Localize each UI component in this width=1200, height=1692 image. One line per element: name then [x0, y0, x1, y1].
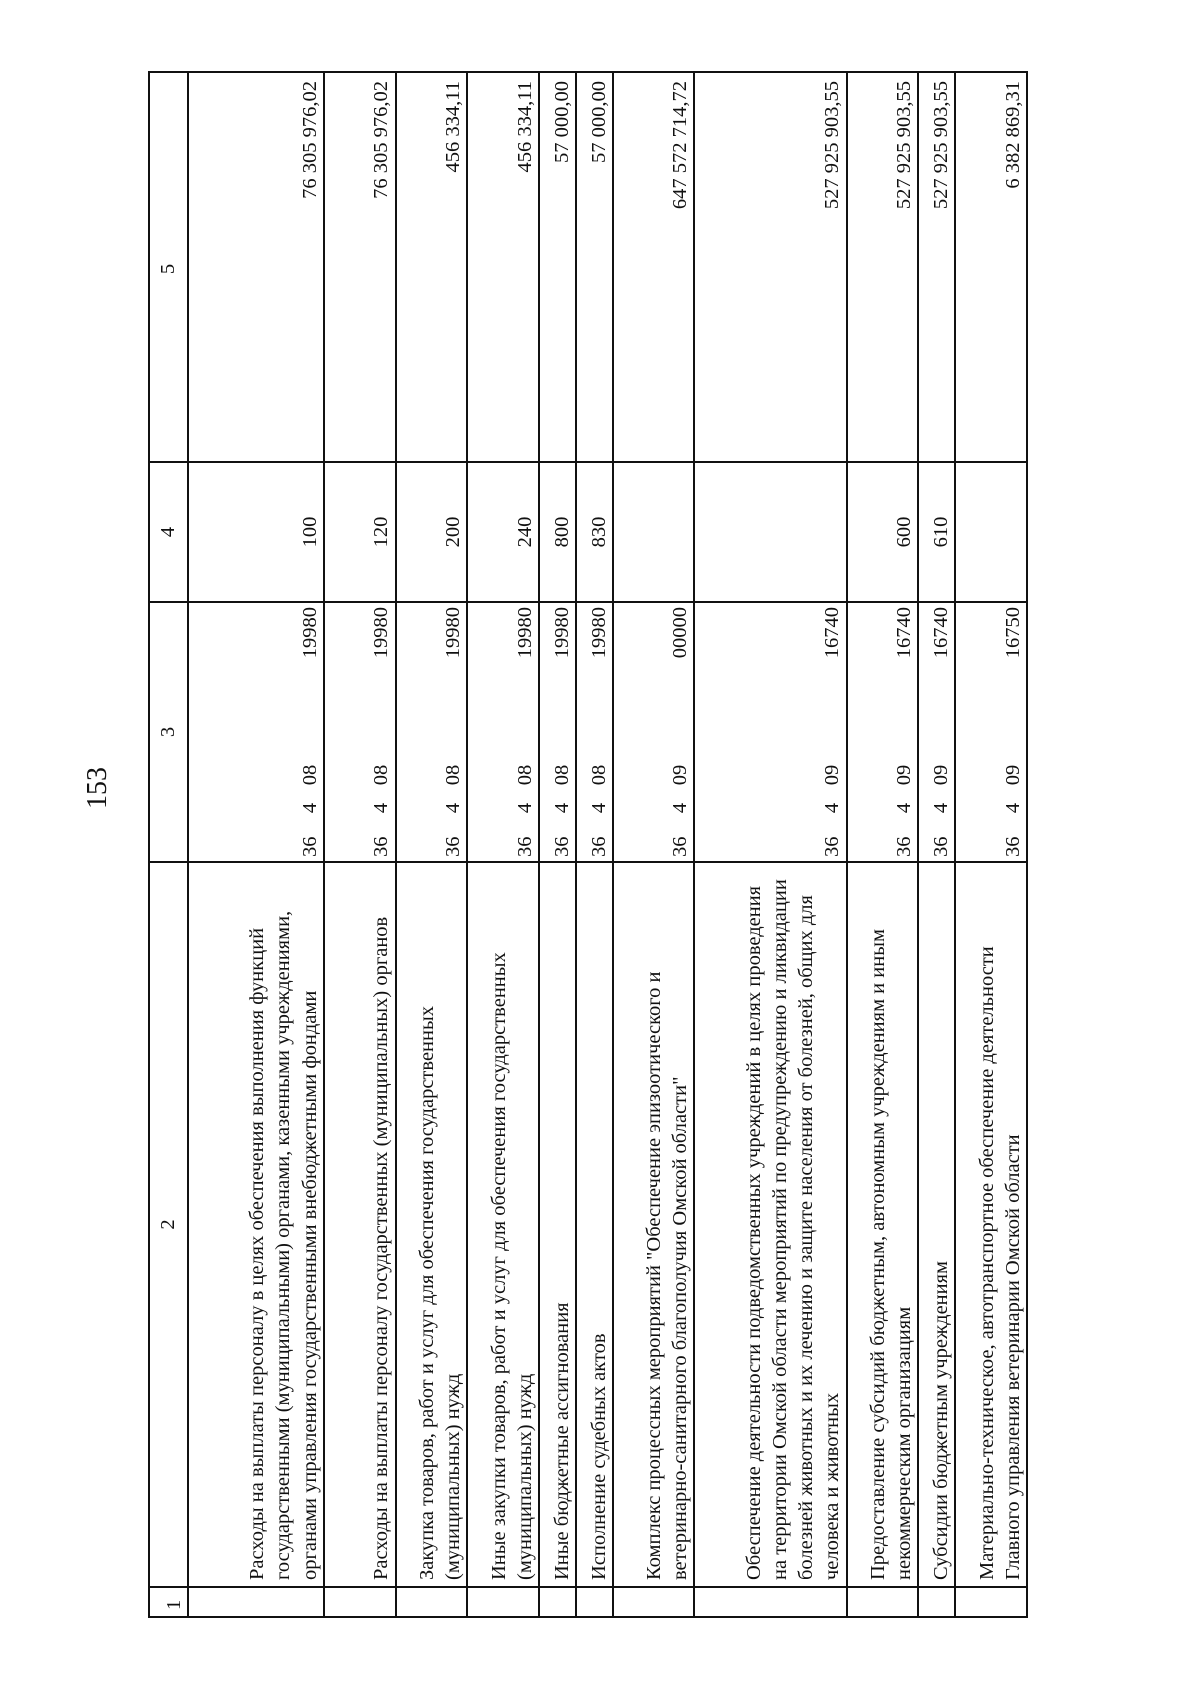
- cell-name: Субсидии бюджетным учреждениям: [918, 862, 955, 1587]
- cell-col1: [188, 1587, 324, 1617]
- code-part-2: 4: [442, 802, 465, 814]
- table-row: [955, 72, 1027, 1617]
- cell-amount: 57 000,00: [576, 72, 613, 462]
- rotated-table-container: [148, 73, 1028, 1618]
- code-part-1: 36: [929, 836, 952, 857]
- code-part-2: 4: [929, 802, 952, 814]
- cell-name: Иные бюджетные ассигнования: [539, 862, 576, 1587]
- cell-code: [613, 602, 694, 862]
- table-row: [539, 72, 576, 1617]
- cell-col1: [613, 1587, 694, 1617]
- cell-kind: [613, 462, 694, 602]
- budget-table-body: [149, 72, 1027, 1617]
- cell-name: Предоставление субсидий бюджетным, автономным учреждениям и иным некоммерческим организациям: [847, 862, 919, 1587]
- table-row: [847, 72, 919, 1617]
- code-part-2: 4: [550, 802, 573, 814]
- code-part-4: 16740: [821, 607, 844, 659]
- cell-col1: [324, 1587, 396, 1617]
- code-part-3: 08: [370, 764, 393, 786]
- cell-col1: [694, 1587, 846, 1617]
- cell-amount: 527 925 903,55: [918, 72, 955, 462]
- table-row: [188, 72, 324, 1617]
- table-row: [613, 72, 694, 1617]
- code-part-4: 19980: [513, 607, 536, 659]
- cell-amount: 6 382 869,31: [955, 72, 1027, 462]
- cell-name: Расходы на выплаты персоналу в целях обеспечения выполнения функций государственными (муниципальными) органами, казенными учреждениями, органами управления государственными внебюджетными фондами: [188, 862, 324, 1587]
- code-part-4: 19980: [550, 607, 573, 659]
- code-part-1: 36: [587, 836, 610, 857]
- cell-kind: [694, 462, 846, 602]
- cell-col1: [539, 1587, 576, 1617]
- code-part-2: 4: [370, 802, 393, 814]
- cell-amount: 76 305 976,02: [324, 72, 396, 462]
- cell-amount: 527 925 903,55: [847, 72, 919, 462]
- code-part-2: 4: [821, 802, 844, 814]
- code-part-4: 00000: [669, 607, 692, 659]
- code-part-1: 36: [298, 836, 321, 857]
- header-col-5: 5: [149, 72, 188, 462]
- cell-code: [694, 602, 846, 862]
- code-part-2: 4: [513, 802, 536, 814]
- code-part-4: 19980: [442, 607, 465, 659]
- cell-kind: 830: [576, 462, 613, 602]
- code-part-3: 09: [929, 764, 952, 786]
- cell-col1: [396, 1587, 468, 1617]
- code-part-3: 08: [513, 764, 536, 786]
- cell-code: [576, 602, 613, 862]
- cell-amount: 647 572 714,72: [613, 72, 694, 462]
- cell-col1: [847, 1587, 919, 1617]
- code-part-3: 09: [893, 764, 915, 786]
- cell-col1: [467, 1587, 539, 1617]
- cell-code: [324, 602, 396, 862]
- code-part-2: 4: [587, 802, 610, 814]
- budget-table: [148, 71, 1028, 1618]
- cell-code: [188, 602, 324, 862]
- cell-amount: 527 925 903,55: [694, 72, 846, 462]
- code-part-1: 36: [442, 836, 465, 857]
- header-col-4: 4: [149, 462, 188, 602]
- code-part-3: 09: [1001, 764, 1024, 786]
- code-part-4: 16740: [893, 607, 915, 659]
- cell-amount: 456 334,11: [396, 72, 468, 462]
- code-part-4: 19980: [298, 607, 321, 659]
- cell-kind: 610: [918, 462, 955, 602]
- header-col-1: 1: [149, 1587, 188, 1617]
- code-part-1: 36: [1001, 836, 1024, 857]
- cell-kind: 600: [847, 462, 919, 602]
- code-part-2: 4: [1001, 802, 1024, 814]
- cell-code: [396, 602, 468, 862]
- cell-name: Комплекс процессных мероприятий "Обеспечение эпизоотического и ветеринарно-санитарного благополучия Омской области": [613, 862, 694, 1587]
- header-col-3: 3: [149, 602, 188, 862]
- cell-code: [467, 602, 539, 862]
- code-part-1: 36: [821, 836, 844, 857]
- code-part-1: 36: [550, 836, 573, 857]
- code-part-1: 36: [370, 836, 393, 857]
- cell-kind: [955, 462, 1027, 602]
- code-part-2: 4: [298, 802, 321, 814]
- cell-amount: 456 334,11: [467, 72, 539, 462]
- cell-kind: 800: [539, 462, 576, 602]
- cell-kind: 200: [396, 462, 468, 602]
- cell-amount: 76 305 976,02: [188, 72, 324, 462]
- cell-col1: [576, 1587, 613, 1617]
- table-row: [396, 72, 468, 1617]
- cell-name: Закупка товаров, работ и услуг для обеспечения государственных (муниципальных) нужд: [396, 862, 468, 1587]
- code-part-1: 36: [513, 836, 536, 857]
- cell-amount: 57 000,00: [539, 72, 576, 462]
- code-part-3: 08: [442, 764, 465, 786]
- cell-kind: 120: [324, 462, 396, 602]
- table-row: [694, 72, 846, 1617]
- code-part-3: 08: [550, 764, 573, 786]
- code-part-3: 08: [298, 764, 321, 786]
- code-part-3: 09: [821, 764, 844, 786]
- code-part-2: 4: [669, 802, 692, 814]
- cell-col1: [955, 1587, 1027, 1617]
- table-row: [467, 72, 539, 1617]
- header-col-2: 2: [149, 862, 188, 1587]
- table-row: [576, 72, 613, 1617]
- code-part-4: 16740: [929, 607, 952, 659]
- code-part-2: 4: [893, 802, 915, 814]
- cell-name: Иные закупки товаров, работ и услуг для обеспечения государственных (муниципальных) нужд: [467, 862, 539, 1587]
- cell-col1: [918, 1587, 955, 1617]
- code-part-1: 36: [893, 836, 915, 857]
- header-row: [149, 72, 188, 1617]
- code-part-3: 08: [587, 764, 610, 786]
- code-part-1: 36: [669, 836, 692, 857]
- cell-code: [918, 602, 955, 862]
- table-row: [918, 72, 955, 1617]
- code-part-3: 09: [669, 764, 692, 786]
- code-part-4: 19980: [587, 607, 610, 659]
- cell-name: Материально-техническое, автотранспортное обеспечение деятельности Главного управления ветеринарии Омской области: [955, 862, 1027, 1587]
- page-number: 153: [82, 767, 113, 809]
- cell-kind: 100: [188, 462, 324, 602]
- cell-name: Обеспечение деятельности подведомственных учреждений в целях проведения на территории Омской области мероприятий по предупреждению и ликвидации болезней животных и их лечению и защите населения от болезней, общих для человека и животных: [694, 862, 846, 1587]
- cell-code: [955, 602, 1027, 862]
- table-row: [324, 72, 396, 1617]
- cell-name: Исполнение судебных актов: [576, 862, 613, 1587]
- cell-kind: 240: [467, 462, 539, 602]
- cell-name: Расходы на выплаты персоналу государственных (муниципальных) органов: [324, 862, 396, 1587]
- code-part-4: 16750: [1001, 607, 1024, 659]
- code-part-4: 19980: [370, 607, 393, 659]
- cell-code: [539, 602, 576, 862]
- cell-code: [847, 602, 919, 862]
